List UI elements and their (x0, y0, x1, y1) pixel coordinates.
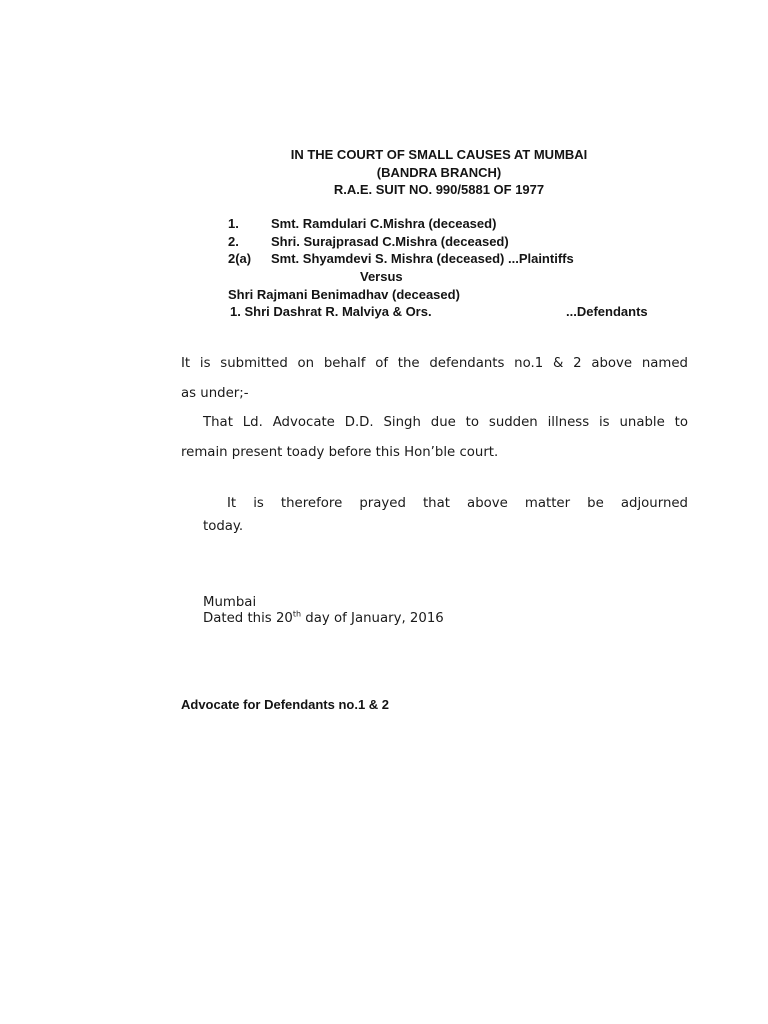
branch-title: (BANDRA BRANCH) (376, 165, 502, 180)
advocate-signature: Advocate for Defendants no.1 & 2 (181, 697, 390, 712)
date-line (203, 611, 444, 626)
defendant-role: ...Defendants (566, 304, 648, 319)
para1-line1: It is submitted on behalf of the defendants no.1 & 2 above named (181, 356, 688, 371)
date-rest: day of January, 2016 (301, 611, 444, 626)
para1-line2: as under;- (181, 386, 249, 401)
suit-number: R.A.E. SUIT NO. 990/5881 OF 1977 (333, 182, 545, 197)
para3-line1: It is therefore prayed that above matter be adjourned (227, 496, 688, 511)
plaintiff-2a-name: Smt. Shyamdevi S. Mishra (deceased) ...Plaintiffs (271, 251, 574, 266)
para2-line2: remain present toady before this Hon’ble court. (181, 445, 499, 460)
place: Mumbai (203, 595, 257, 610)
date-ordinal: th (292, 609, 302, 619)
plaintiff-2-number: 2. (228, 234, 239, 249)
court-title: IN THE COURT OF SMALL CAUSES AT MUMBAI (290, 147, 588, 162)
plaintiff-1-number: 1. (228, 216, 239, 231)
plaintiff-1-name: Smt. Ramdulari C.Mishra (deceased) (271, 216, 497, 231)
defendant-item: 1. Shri Dashrat R. Malviya & Ors. (230, 304, 432, 319)
date-prefix: Dated this 20 (203, 611, 293, 626)
plaintiff-2a-number: 2(a) (228, 251, 252, 266)
versus-label: Versus (360, 269, 403, 284)
defendant-main: Shri Rajmani Benimadhav (deceased) (228, 287, 460, 302)
para2-line1: That Ld. Advocate D.D. Singh due to sudden illness is unable to (203, 415, 688, 430)
para3-line2: today. (203, 519, 244, 534)
plaintiff-2-name: Shri. Surajprasad C.Mishra (deceased) (271, 234, 509, 249)
